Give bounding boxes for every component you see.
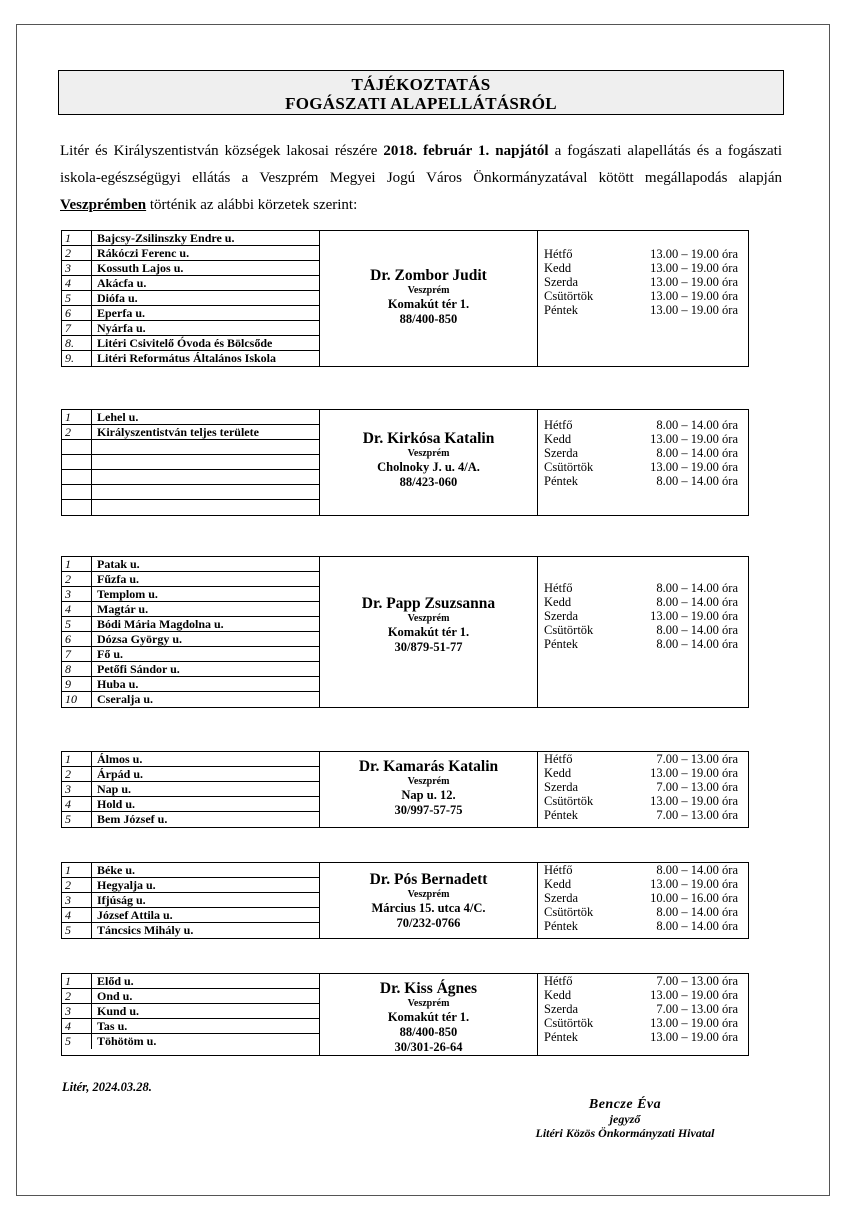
street-name: József Attila u. — [97, 908, 173, 922]
street-row — [62, 632, 319, 647]
doctor-info — [320, 557, 538, 707]
hours-row — [544, 581, 738, 595]
doctor-info — [320, 752, 538, 827]
street-number: 2 — [62, 572, 92, 586]
intro-text-1: Litér és Királyszentistván községek lakosai részére — [60, 143, 384, 159]
hours-row — [544, 261, 738, 275]
doctor-address: Komakút tér 1. — [387, 625, 470, 639]
hours-time: 13.00 – 19.00 óra — [650, 794, 738, 808]
street-row — [62, 410, 319, 425]
doctor-address: Komakút tér 1. — [387, 1010, 470, 1024]
street-number: 5 — [62, 1034, 92, 1049]
intro-date: 2018. február 1. napjától — [383, 143, 549, 159]
hours-row — [544, 446, 738, 460]
document-title — [58, 70, 784, 115]
street-name: Előd u. — [97, 974, 134, 988]
hours-time: 13.00 – 19.00 óra — [650, 289, 738, 303]
doctor-phone: 70/232-0766 — [396, 916, 461, 930]
street-number: 1 — [62, 863, 92, 877]
street-row — [62, 1019, 319, 1034]
street-row — [62, 276, 319, 291]
street-name: Akácfa u. — [97, 276, 147, 290]
hours-time: 8.00 – 14.00 óra — [656, 595, 738, 609]
hours-day: Szerda — [544, 446, 579, 460]
street-name: Patak u. — [97, 557, 140, 571]
district-table — [61, 751, 749, 828]
intro-text-3: történik az alábbi körzetek szerint: — [146, 197, 358, 213]
hours-time: 7.00 – 13.00 óra — [656, 808, 738, 822]
doctor-city: Veszprém — [407, 889, 450, 900]
street-list — [62, 752, 320, 827]
hours-row — [544, 289, 738, 303]
doctor-phone: 88/423-060 — [399, 475, 458, 489]
street-row — [62, 336, 319, 351]
hours-row — [544, 303, 738, 317]
hours-day: Kedd — [544, 432, 572, 446]
hours-time: 7.00 – 13.00 óra — [656, 780, 738, 794]
hours-day: Hétfő — [544, 581, 573, 595]
street-name: Töhötöm u. — [97, 1034, 157, 1048]
street-number: 3 — [62, 261, 92, 275]
doctor-name: Dr. Kamarás Katalin — [358, 758, 499, 775]
street-number — [62, 470, 92, 484]
street-row — [62, 500, 319, 515]
hours-day: Kedd — [544, 595, 572, 609]
hours-row — [544, 247, 738, 261]
hours-row — [544, 637, 738, 651]
street-row — [62, 617, 319, 632]
street-number: 9 — [62, 677, 92, 691]
street-number: 2 — [62, 989, 92, 1003]
street-number — [62, 440, 92, 454]
district-table — [61, 409, 749, 516]
street-list — [62, 557, 320, 707]
hours-time: 13.00 – 19.00 óra — [650, 261, 738, 275]
title-line-2: FOGÁSZATI ALAPELLÁTÁSRÓL — [285, 94, 557, 113]
doctor-city: Veszprém — [407, 613, 450, 624]
hours-day: Hétfő — [544, 752, 573, 766]
hours-day: Kedd — [544, 988, 572, 1002]
hours-row — [544, 780, 738, 794]
hours-row — [544, 1030, 738, 1044]
hours-row — [544, 794, 738, 808]
hours-day: Hétfő — [544, 974, 573, 988]
street-name — [92, 440, 97, 454]
hours-row — [544, 595, 738, 609]
street-name: Fűzfa u. — [97, 572, 139, 586]
district-table — [61, 862, 749, 939]
hours-day: Péntek — [544, 303, 579, 317]
hours-row — [544, 766, 738, 780]
hours-day: Csütörtök — [544, 460, 594, 474]
hours-time: 13.00 – 19.00 óra — [650, 766, 738, 780]
doctor-name: Dr. Papp Zsuzsanna — [361, 595, 496, 612]
hours-row — [544, 752, 738, 766]
street-row — [62, 677, 319, 692]
street-row — [62, 291, 319, 306]
hours-row — [544, 808, 738, 822]
street-name: Fő u. — [97, 647, 124, 661]
street-name: Templom u. — [97, 587, 158, 601]
street-row — [62, 974, 319, 989]
hours-row — [544, 974, 738, 988]
street-name: Hold u. — [97, 797, 136, 811]
street-row — [62, 878, 319, 893]
street-name: Diófa u. — [97, 291, 138, 305]
street-row — [62, 246, 319, 261]
street-name: Petőfi Sándor u. — [97, 662, 180, 676]
street-name: Rákóczi Ferenc u. — [97, 246, 190, 260]
doctor-city: Veszprém — [407, 285, 450, 296]
street-row — [62, 989, 319, 1004]
hours-row — [544, 474, 738, 488]
hours-time: 8.00 – 14.00 óra — [656, 446, 738, 460]
intro-paragraph — [60, 138, 782, 219]
street-row — [62, 767, 319, 782]
hours-time: 13.00 – 19.00 óra — [650, 1030, 738, 1044]
street-row — [62, 321, 319, 336]
hours-day: Csütörtök — [544, 905, 594, 919]
hours-time: 7.00 – 13.00 óra — [656, 1002, 738, 1016]
doctor-phone: 30/879-51-77 — [394, 640, 463, 654]
hours-day: Péntek — [544, 637, 579, 651]
street-number: 5 — [62, 923, 92, 938]
street-number — [62, 455, 92, 469]
doctor-address: Nap u. 12. — [401, 788, 456, 802]
street-number: 8 — [62, 662, 92, 676]
doctor-phone: 30/997-57-75 — [394, 803, 463, 817]
street-name: Bem József u. — [97, 812, 168, 826]
street-number: 5 — [62, 812, 92, 827]
hours-row — [544, 609, 738, 623]
hours-row — [544, 432, 738, 446]
hours-time: 7.00 – 13.00 óra — [656, 752, 738, 766]
hours-day: Csütörtök — [544, 1016, 594, 1030]
street-name: Ond u. — [97, 989, 133, 1003]
district-table — [61, 556, 749, 708]
street-number: 3 — [62, 587, 92, 601]
street-name: Magtár u. — [97, 602, 149, 616]
street-number: 3 — [62, 1004, 92, 1018]
street-row — [62, 782, 319, 797]
hours-time: 8.00 – 14.00 óra — [656, 863, 738, 877]
street-row — [62, 647, 319, 662]
hours-day: Kedd — [544, 766, 572, 780]
street-row — [62, 662, 319, 677]
street-row — [62, 425, 319, 440]
street-name: Litéri Csivitelő Óvoda és Bölcsőde — [97, 336, 273, 350]
hours-day: Szerda — [544, 891, 579, 905]
district-table — [61, 973, 749, 1056]
hours-time: 13.00 – 19.00 óra — [650, 432, 738, 446]
street-list — [62, 410, 320, 515]
street-number: 2 — [62, 246, 92, 260]
street-row — [62, 557, 319, 572]
street-number: 1 — [62, 974, 92, 988]
street-name: Királyszentistván teljes területe — [97, 425, 259, 439]
street-row — [62, 1034, 319, 1049]
hours-day: Péntek — [544, 808, 579, 822]
hours-time: 13.00 – 19.00 óra — [650, 275, 738, 289]
street-row — [62, 812, 319, 827]
street-name: Nap u. — [97, 782, 132, 796]
street-number: 7 — [62, 647, 92, 661]
street-row — [62, 893, 319, 908]
hours-row — [544, 1016, 738, 1030]
office-hours — [538, 231, 748, 366]
doctor-info — [320, 863, 538, 938]
hours-day: Csütörtök — [544, 794, 594, 808]
hours-time: 13.00 – 19.00 óra — [650, 247, 738, 261]
hours-day: Csütörtök — [544, 623, 594, 637]
street-row — [62, 572, 319, 587]
street-name: Kund u. — [97, 1004, 140, 1018]
doctor-phone: 88/400-850 — [399, 312, 458, 326]
street-name: Béke u. — [97, 863, 136, 877]
street-name: Cseralja u. — [97, 692, 153, 706]
street-name: Hegyalja u. — [97, 878, 156, 892]
street-row — [62, 485, 319, 500]
street-number: 5 — [62, 291, 92, 305]
hours-time: 13.00 – 19.00 óra — [650, 303, 738, 317]
office-hours — [538, 752, 748, 827]
doctor-name: Dr. Kiss Ágnes — [379, 980, 478, 997]
office-hours — [538, 557, 748, 707]
street-number: 4 — [62, 797, 92, 811]
street-number — [62, 485, 92, 499]
hours-time: 13.00 – 19.00 óra — [650, 988, 738, 1002]
street-row — [62, 1004, 319, 1019]
street-row — [62, 306, 319, 321]
hours-day: Péntek — [544, 919, 579, 933]
hours-row — [544, 877, 738, 891]
hours-row — [544, 891, 738, 905]
signer-title: jegyző — [609, 1112, 641, 1126]
district-table — [61, 230, 749, 367]
doctor-info — [320, 410, 538, 515]
street-number: 4 — [62, 1019, 92, 1033]
street-row — [62, 908, 319, 923]
street-number: 6 — [62, 306, 92, 320]
street-row — [62, 602, 319, 617]
signature-block — [500, 1096, 750, 1140]
hours-day: Hétfő — [544, 418, 573, 432]
hours-day: Péntek — [544, 474, 579, 488]
doctor-name: Dr. Kirkósa Katalin — [362, 430, 495, 447]
hours-time: 8.00 – 14.00 óra — [656, 418, 738, 432]
street-row — [62, 692, 319, 707]
street-number: 4 — [62, 602, 92, 616]
street-number: 1 — [62, 752, 92, 766]
street-number: 1 — [62, 231, 92, 245]
street-row — [62, 231, 319, 246]
hours-time: 8.00 – 14.00 óra — [656, 581, 738, 595]
street-number: 7 — [62, 321, 92, 335]
street-name: Huba u. — [97, 677, 139, 691]
hours-row — [544, 919, 738, 933]
hours-day: Kedd — [544, 877, 572, 891]
signer-office: Litéri Közös Önkormányzati Hivatal — [535, 1126, 715, 1140]
street-list — [62, 974, 320, 1055]
street-name — [92, 470, 97, 484]
doctor-city: Veszprém — [407, 776, 450, 787]
street-name: Tas u. — [97, 1019, 128, 1033]
street-name: Litéri Református Általános Iskola — [97, 351, 276, 365]
street-name — [92, 485, 97, 499]
signer-name: Bencze Éva — [588, 1097, 662, 1112]
doctor-city: Veszprém — [407, 998, 450, 1009]
street-name: Bódi Mária Magdolna u. — [97, 617, 224, 631]
street-list — [62, 231, 320, 366]
doctor-info — [320, 231, 538, 366]
street-number: 5 — [62, 617, 92, 631]
street-name — [92, 455, 97, 469]
hours-time: 8.00 – 14.00 óra — [656, 905, 738, 919]
hours-row — [544, 623, 738, 637]
title-line-1: TÁJÉKOZTATÁS — [351, 75, 491, 94]
street-row — [62, 587, 319, 602]
street-list — [62, 863, 320, 938]
hours-time: 8.00 – 14.00 óra — [656, 474, 738, 488]
doctor-phone: 88/400-850 — [399, 1025, 458, 1039]
street-row — [62, 261, 319, 276]
street-number: 2 — [62, 425, 92, 439]
doctor-name: Dr. Zombor Judit — [370, 267, 487, 284]
office-hours — [538, 974, 748, 1055]
office-hours — [538, 410, 748, 515]
hours-row — [544, 460, 738, 474]
street-name: Álmos u. — [97, 752, 143, 766]
street-number: 4 — [62, 908, 92, 922]
street-row — [62, 470, 319, 485]
hours-time: 13.00 – 19.00 óra — [650, 1016, 738, 1030]
hours-day: Szerda — [544, 1002, 579, 1016]
hours-row — [544, 988, 738, 1002]
hours-row — [544, 275, 738, 289]
street-number: 1 — [62, 557, 92, 571]
hours-day: Péntek — [544, 1030, 579, 1044]
hours-row — [544, 863, 738, 877]
street-row — [62, 923, 319, 938]
street-number: 3 — [62, 782, 92, 796]
street-name: Nyárfa u. — [97, 321, 146, 335]
hours-day: Szerda — [544, 275, 579, 289]
street-name: Ifjúság u. — [97, 893, 146, 907]
doctor-phone: 30/301-26-64 — [394, 1040, 463, 1054]
hours-time: 10.00 – 16.00 óra — [650, 891, 738, 905]
street-name: Táncsics Mihály u. — [97, 923, 194, 937]
street-row — [62, 440, 319, 455]
street-number: 1 — [62, 410, 92, 424]
footer-date: Litér, 2024.03.28. — [62, 1080, 152, 1094]
doctor-info — [320, 974, 538, 1055]
street-number: 2 — [62, 878, 92, 892]
street-number: 6 — [62, 632, 92, 646]
street-row — [62, 797, 319, 812]
intro-text-2: a fogászati alapellátás és a fogászati iskola-egészségügyi ellátás a Veszprém Megyei Jogú Város Önkormányzatával kötött megállapodás alapján — [60, 143, 782, 186]
street-name: Lehel u. — [97, 410, 139, 424]
street-number: 8. — [62, 336, 92, 350]
hours-time: 13.00 – 19.00 óra — [650, 460, 738, 474]
street-number: 10 — [62, 692, 92, 707]
hours-time: 7.00 – 13.00 óra — [656, 974, 738, 988]
street-number: 3 — [62, 893, 92, 907]
street-name: Bajcsy-Zsilinszky Endre u. — [97, 231, 235, 245]
hours-day: Szerda — [544, 780, 579, 794]
hours-row — [544, 418, 738, 432]
hours-row — [544, 905, 738, 919]
intro-city: Veszprémben — [60, 197, 147, 213]
street-number: 2 — [62, 767, 92, 781]
doctor-name: Dr. Pós Bernadett — [369, 871, 488, 888]
street-name: Eperfa u. — [97, 306, 145, 320]
hours-day: Kedd — [544, 261, 572, 275]
hours-time: 8.00 – 14.00 óra — [656, 919, 738, 933]
hours-day: Szerda — [544, 609, 579, 623]
doctor-address: Március 15. utca 4/C. — [371, 901, 486, 915]
street-row — [62, 752, 319, 767]
hours-row — [544, 1002, 738, 1016]
street-name: Dózsa György u. — [97, 632, 182, 646]
street-name: Kossuth Lajos u. — [97, 261, 184, 275]
hours-time: 8.00 – 14.00 óra — [656, 623, 738, 637]
street-number — [62, 500, 92, 515]
street-number: 4 — [62, 276, 92, 290]
street-row — [62, 863, 319, 878]
street-row — [62, 351, 319, 366]
hours-time: 8.00 – 14.00 óra — [656, 637, 738, 651]
street-number: 9. — [62, 351, 92, 366]
street-row — [62, 455, 319, 470]
doctor-address: Komakút tér 1. — [387, 297, 470, 311]
hours-time: 13.00 – 19.00 óra — [650, 877, 738, 891]
hours-time: 13.00 – 19.00 óra — [650, 609, 738, 623]
hours-day: Hétfő — [544, 863, 573, 877]
doctor-address: Cholnoky J. u. 4/A. — [377, 460, 480, 474]
hours-day: Hétfő — [544, 247, 573, 261]
street-name — [92, 500, 97, 515]
hours-day: Csütörtök — [544, 289, 594, 303]
street-name: Árpád u. — [97, 767, 144, 781]
office-hours — [538, 863, 748, 938]
doctor-city: Veszprém — [407, 448, 450, 459]
